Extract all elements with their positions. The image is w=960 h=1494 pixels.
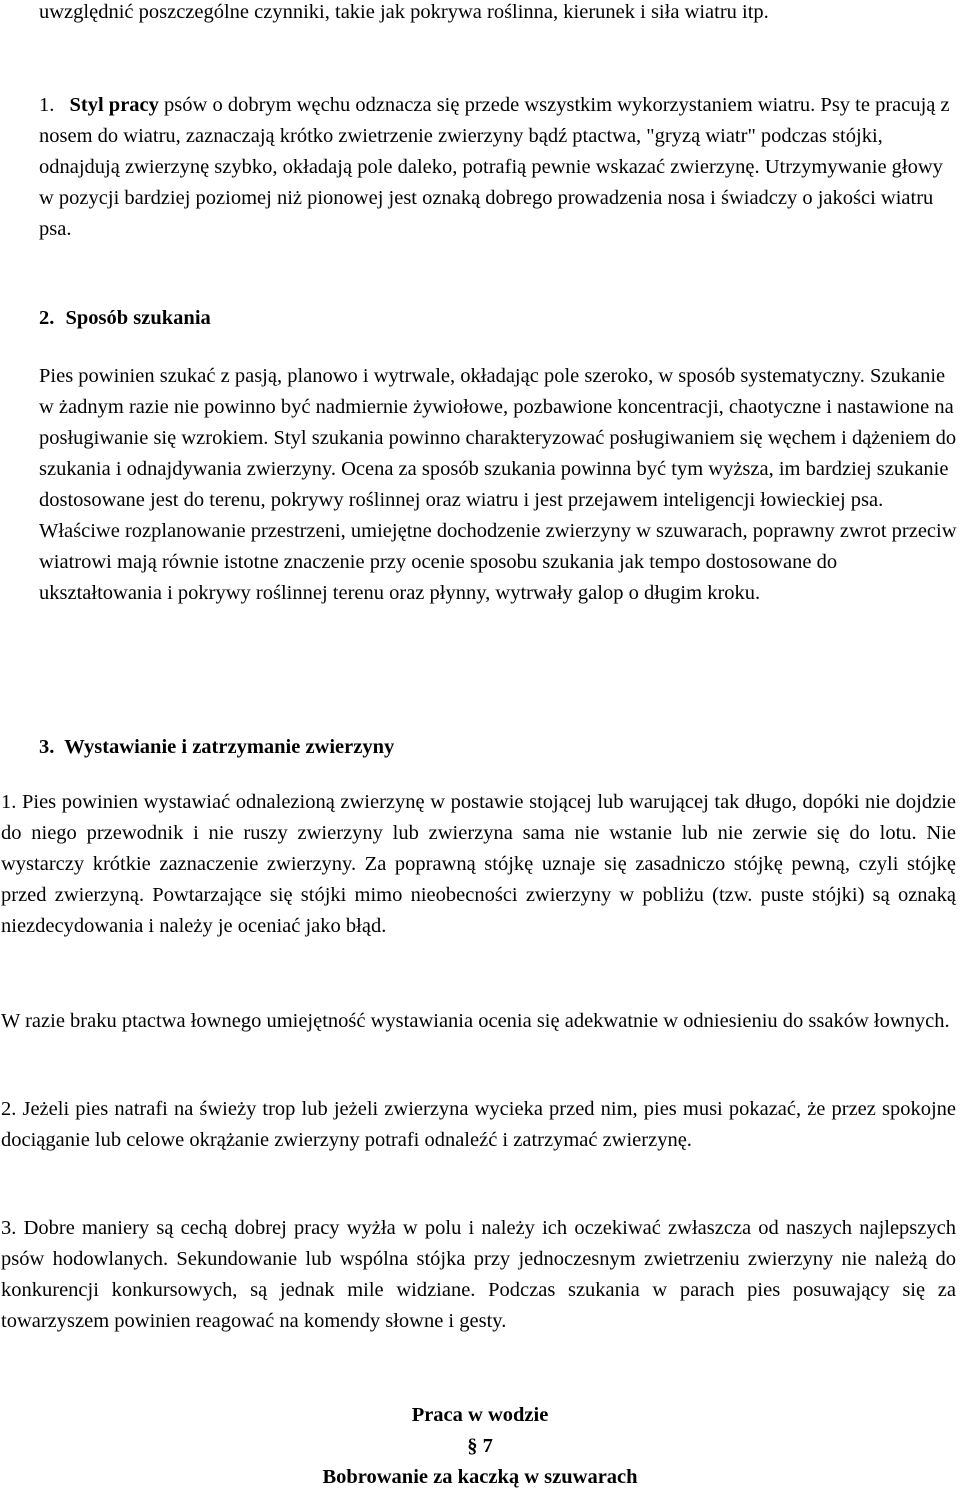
footer-paragraph-mark xyxy=(0,1431,960,1462)
section-3-para-1-text: 1. Pies powinien wystawiać odnalezioną zwierzynę w postawie stojącej lub warującej tak długo, dopóki nie dojdzie do niego przewodnik i nie ruszy zwierzyny lub zwierzyna sama nie wstanie lub nie zerwie się do lotu. Nie wystarczy krótkie zaznaczenie zwierzyny. Za poprawną stójkę uznaje się zasadniczo stójkę pewną, czyli stójkę przed zwierzyną. Powtarzające się stójki mimo nieobecności zwierzyny w pobliżu (tzw. puste stójki) są oznaką niezdecydowania i należy je oceniać jako błąd. xyxy=(1,791,956,937)
section-3-para-2-text: W razie braku ptactwa łownego umiejętność wystawiania ocenia się adekwatnie w odniesieniu do ssaków łownych. xyxy=(1,1010,950,1032)
intro-paragraph xyxy=(39,0,957,28)
section-2-title: Sposób szukania xyxy=(65,307,211,329)
footer-subtitle xyxy=(0,1462,960,1493)
section-3-paragraph-2 xyxy=(1,1006,956,1037)
section-1-title: Styl pracy xyxy=(69,94,159,116)
section-3-heading-text: 3. Wystawianie i zatrzymanie zwierzyny xyxy=(39,736,395,758)
section-3-para-4-text: 3. Dobre maniery są cechą dobrej pracy wyżła w polu i należy ich oczekiwać zwłaszcza od naszych najlepszych psów hodowlanych. Sekundowanie lub wspólna stójka przy jednoczesnym zwietrzeniu zwierzyny nie należą do konkurencji konkursowych, są jednak mile widziane. Podczas szukania w parach pies posuwający się za towarzyszem powinien reagować na komendy słowne i gesty. xyxy=(1,1217,956,1332)
section-1-number: 1. xyxy=(39,94,55,116)
footer-title xyxy=(0,1400,960,1431)
section-2-heading xyxy=(39,303,957,334)
footer-paragraph-mark-text: § 7 xyxy=(467,1435,493,1457)
section-3-heading xyxy=(39,732,957,763)
footer-title-text: Praca w wodzie xyxy=(411,1404,549,1426)
section-1-paragraph xyxy=(39,90,957,245)
section-3-para-3-text: 2. Jeżeli pies natrafi na świeży trop lub jeżeli zwierzyna wycieka przed nim, pies musi pokazać, że przez spokojne dociąganie lub celowe okrążanie zwierzyny potrafi odnaleźć i zatrzymać zwierzynę. xyxy=(1,1098,956,1151)
intro-text: uwzględnić poszczególne czynniki, takie jak pokrywa roślinna, kierunek i siła wiatru itp. xyxy=(39,1,769,23)
section-2-paragraph xyxy=(39,361,957,609)
section-2-text: Pies powinien szukać z pasją, planowo i wytrwale, okładając pole szeroko, w sposób systematyczny. Szukanie w żadnym razie nie powinno być nadmiernie żywiołowe, pozbawione koncentracji, chaotyczne i nastawione na posługiwanie się wzrokiem. Styl szukania powinno charakteryzować posługiwaniem się węchem i dążeniem do szukania i odnajdywania zwierzyny. Ocena za sposób szukania powinna być tym wyższa, im bardziej szukanie dostosowane jest do terenu, pokrywy roślinnej oraz wiatru i jest przejawem inteligencji łowieckiej psa. Właściwe rozplanowanie przestrzeni, umiejętne dochodzenie zwierzyny w szuwarach, poprawny zwrot przeciw wiatrowi mają równie istotne znaczenie przy ocenie sposobu szukania jak tempo dostosowane do ukształtowania i pokrywy roślinnej terenu oraz płynny, wytrwały galop o długim kroku. xyxy=(39,365,957,604)
section-3-paragraph-1 xyxy=(1,787,956,942)
footer-subtitle-text: Bobrowanie za kaczką w szuwarach xyxy=(322,1466,638,1488)
section-3-paragraph-3 xyxy=(1,1094,956,1156)
section-2-number: 2. xyxy=(39,307,55,329)
section-3-paragraph-4 xyxy=(1,1213,956,1337)
section-1-text: psów o dobrym węchu odznacza się przede wszystkim wykorzystaniem wiatru. Psy te pracują z nosem do wiatru, zaznaczają krótko zwietrzenie zwierzyny bądź ptactwa, "gryzą wiatr" podczas stójki, odnajdują zwierzynę szybko, okładają pole daleko, potrafią pewnie wskazać zwierzynę. Utrzymywanie głowy w pozycji bardziej poziomej niż pionowej jest oznaką dobrego prowadzenia nosa i świadczy o jakości wiatru psa. xyxy=(39,94,950,240)
